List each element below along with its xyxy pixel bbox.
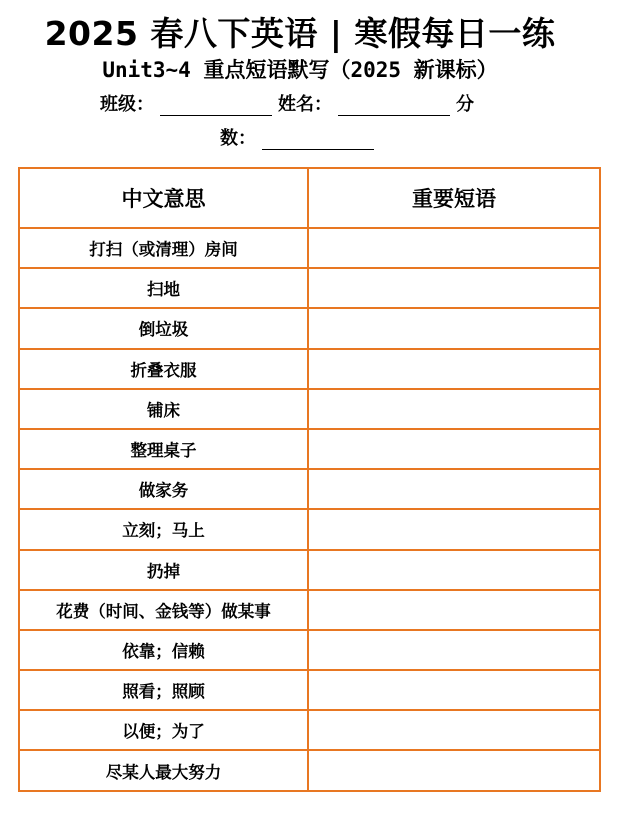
page-subtitle: Unit3~4 重点短语默写（2025 新课标） bbox=[102, 58, 498, 82]
table-row bbox=[19, 509, 600, 549]
answer-cell[interactable] bbox=[308, 228, 600, 268]
name-blank[interactable] bbox=[338, 97, 450, 116]
table-header-row bbox=[19, 168, 600, 228]
meaning-cell: 以便；为了 bbox=[19, 710, 308, 750]
meaning-cell: 做家务 bbox=[19, 469, 308, 509]
answer-cell[interactable] bbox=[308, 469, 600, 509]
table-row bbox=[19, 670, 600, 710]
answer-cell[interactable] bbox=[308, 630, 600, 670]
page-title: 2025 春八下英语 | 寒假每日一练 bbox=[44, 14, 556, 53]
class-label: 班级： bbox=[100, 94, 154, 115]
meaning-cell: 打扫（或清理）房间 bbox=[19, 228, 308, 268]
meaning-cell: 整理桌子 bbox=[19, 429, 308, 469]
answer-cell[interactable] bbox=[308, 268, 600, 308]
meaning-cell: 尽某人最大努力 bbox=[19, 750, 308, 790]
answer-cell[interactable] bbox=[308, 349, 600, 389]
header-chinese-meaning: 中文意思 bbox=[19, 168, 308, 228]
table-row bbox=[19, 308, 600, 348]
answer-cell[interactable] bbox=[308, 670, 600, 710]
table-row bbox=[19, 429, 600, 469]
answer-cell[interactable] bbox=[308, 590, 600, 630]
score-label-part2: 数： bbox=[220, 128, 256, 149]
answer-cell[interactable] bbox=[308, 550, 600, 590]
meaning-cell: 照看；照顾 bbox=[19, 670, 308, 710]
table-row bbox=[19, 389, 600, 429]
info-line-2 bbox=[220, 124, 380, 150]
table-row bbox=[19, 228, 600, 268]
score-blank[interactable] bbox=[262, 131, 374, 150]
meaning-cell: 花费（时间、金钱等）做某事 bbox=[19, 590, 308, 630]
score-label-part1: 分 bbox=[456, 94, 474, 115]
meaning-cell: 依靠；信赖 bbox=[19, 630, 308, 670]
info-line-1 bbox=[100, 90, 474, 116]
answer-cell[interactable] bbox=[308, 429, 600, 469]
name-label: 姓名： bbox=[278, 94, 332, 115]
answer-cell[interactable] bbox=[308, 710, 600, 750]
answer-cell[interactable] bbox=[308, 389, 600, 429]
phrase-table bbox=[18, 167, 601, 792]
table-row bbox=[19, 550, 600, 590]
table-row bbox=[19, 630, 600, 670]
table-row bbox=[19, 590, 600, 630]
table-row bbox=[19, 349, 600, 389]
class-blank[interactable] bbox=[160, 97, 272, 116]
meaning-cell: 立刻；马上 bbox=[19, 509, 308, 549]
answer-cell[interactable] bbox=[308, 308, 600, 348]
header-key-phrase: 重要短语 bbox=[308, 168, 600, 228]
meaning-cell: 扫地 bbox=[19, 268, 308, 308]
meaning-cell: 铺床 bbox=[19, 389, 308, 429]
table-row bbox=[19, 750, 600, 790]
table-row bbox=[19, 710, 600, 750]
table-row bbox=[19, 469, 600, 509]
meaning-cell: 折叠衣服 bbox=[19, 349, 308, 389]
answer-cell[interactable] bbox=[308, 750, 600, 790]
meaning-cell: 扔掉 bbox=[19, 550, 308, 590]
table-row bbox=[19, 268, 600, 308]
meaning-cell: 倒垃圾 bbox=[19, 308, 308, 348]
answer-cell[interactable] bbox=[308, 509, 600, 549]
